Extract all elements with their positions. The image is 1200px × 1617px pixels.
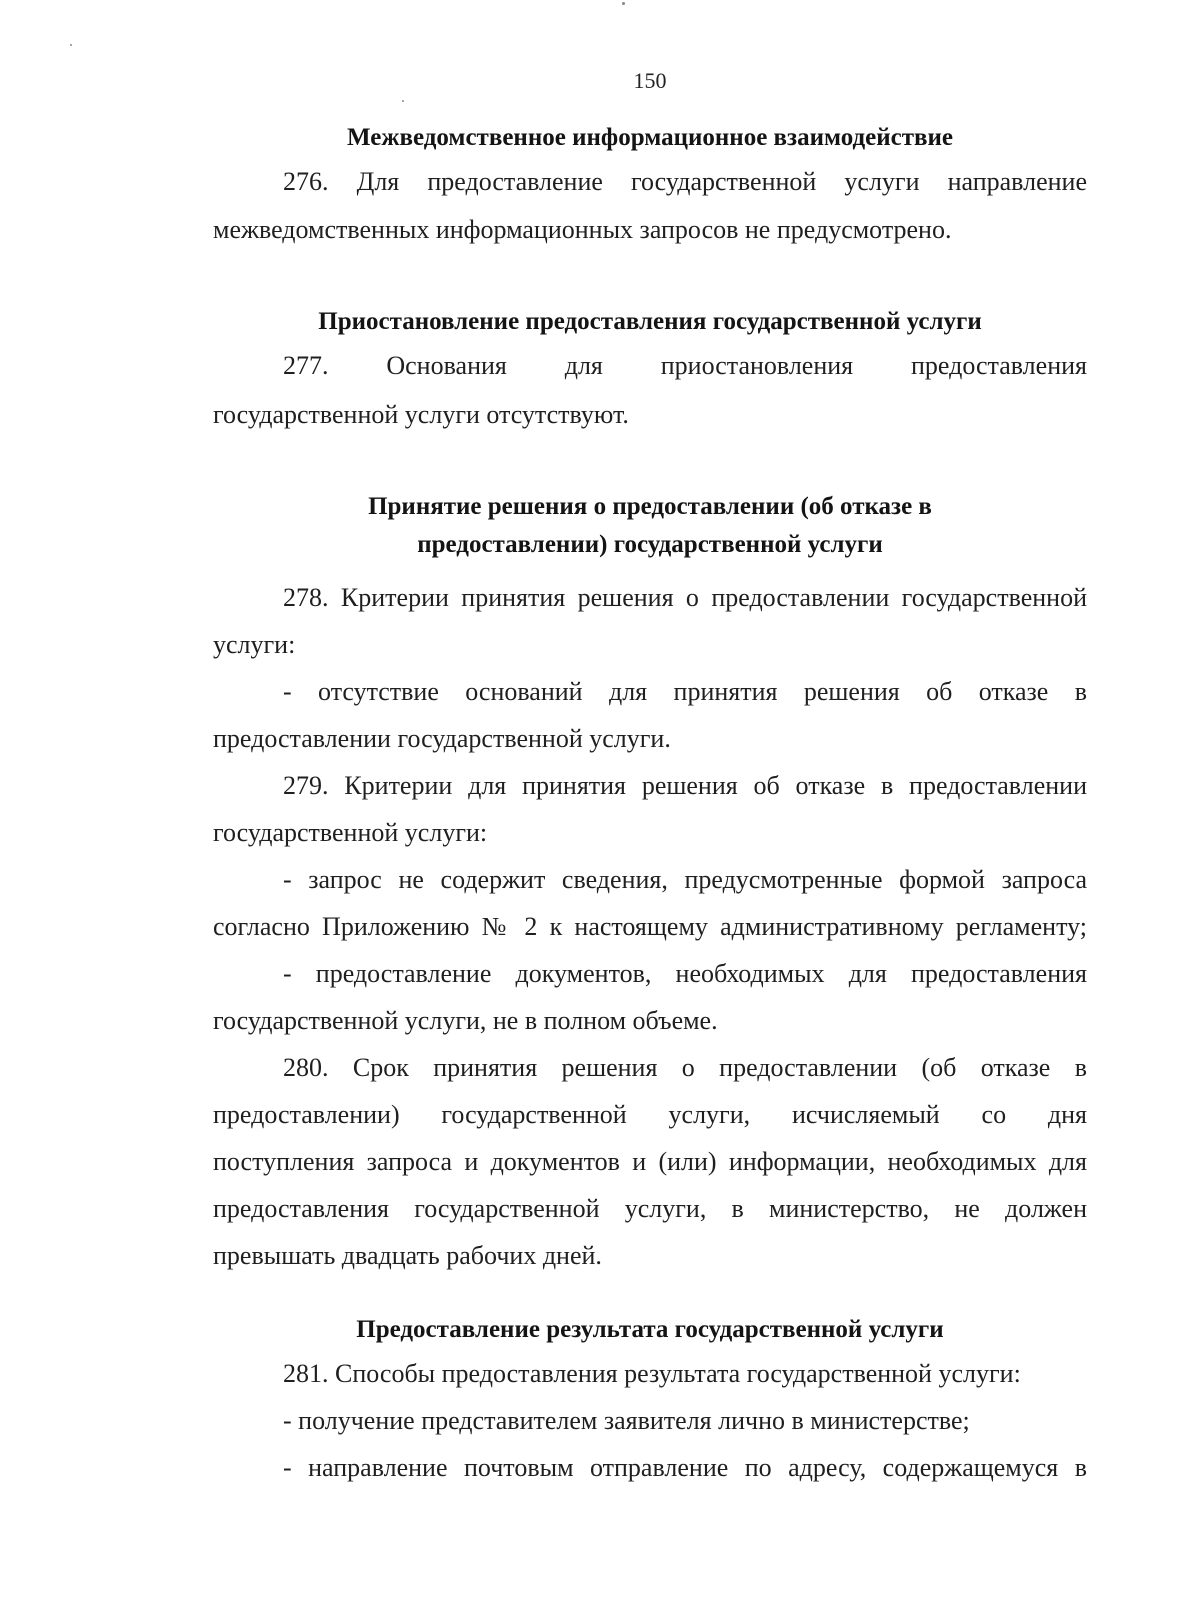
paragraph-276-line-2: межведомственных информационных запросов не предусмотрено.	[213, 215, 952, 244]
paragraph-281-item-2: - направление почтовым отправление по адресу, содержащемуся в	[283, 1453, 1087, 1482]
section-heading-decision	[213, 488, 1087, 564]
scan-speck	[402, 100, 404, 102]
paragraph-280-line-2: предоставлении) государственной услуги, исчисляемый со дня	[213, 1100, 1087, 1129]
paragraph-276-line-1: 276. Для предоставление государственной услуги направление	[283, 167, 1087, 196]
paragraph-279-item-1-line-2: согласно Приложению № 2 к настоящему административному регламенту;	[213, 912, 1087, 941]
paragraph-281-item-1: - получение представителем заявителя лично в министерстве;	[283, 1406, 970, 1435]
paragraph-278-line-1: 278. Критерии принятия решения о предоставлении государственной	[283, 583, 1087, 612]
paragraph-276	[213, 158, 1087, 205]
paragraph-277-word: приостановления	[660, 351, 854, 380]
paragraph-277-word: Основания	[386, 351, 507, 380]
paragraph-278-line-2: услуги:	[213, 630, 296, 659]
scan-speck	[622, 2, 625, 5]
scan-speck	[70, 44, 72, 46]
paragraph-279-line-1: 279. Критерии для принятия решения об отказе в предоставлении	[283, 771, 1087, 800]
paragraph-280-line-1: 280. Срок принятия решения о предоставлении (об отказе в	[283, 1053, 1087, 1082]
paragraph-279-item-2-line-2: государственной услуги, не в полном объеме.	[213, 1006, 718, 1035]
paragraph-280-line-3: поступления запроса и документов и (или) информации, необходимых для	[213, 1147, 1087, 1176]
paragraph-277-line-2: государственной услуги отсутствуют.	[213, 400, 629, 429]
paragraph-280-line-5: превышать двадцать рабочих дней.	[213, 1241, 602, 1270]
section-heading-decision-line-1: Принятие решения о предоставлении (об отказе в	[368, 493, 932, 520]
section-heading-result: Предоставление результата государственной услуги	[356, 1316, 944, 1343]
paragraph-279-item-1-line-1: - запрос не содержит сведения, предусмотренные формой запроса	[283, 865, 1087, 894]
paragraph-278-item-line-2: предоставлении государственной услуги.	[213, 724, 671, 753]
paragraph-280-line-4: предоставления государственной услуги, в министерство, не должен	[213, 1194, 1087, 1223]
paragraph-281-line-1: 281. Способы предоставления результата государственной услуги:	[283, 1359, 1021, 1388]
paragraph-279-line-2: государственной услуги:	[213, 818, 488, 847]
paragraph-276-cont	[213, 206, 1087, 253]
paragraph-277-cont	[213, 391, 1087, 438]
paragraph-277-word: для	[564, 351, 603, 380]
paragraph-278	[213, 574, 1087, 1279]
paragraph-277-word: предоставления	[911, 351, 1087, 380]
section-heading-suspension: Приостановление предоставления государственной услуги	[318, 308, 982, 335]
page-number: 150	[633, 68, 667, 93]
paragraph-277	[213, 342, 1087, 389]
paragraph-277-word: 277.	[283, 351, 329, 380]
paragraph-281	[213, 1350, 1087, 1491]
paragraph-278-item-line-1: - отсутствие оснований для принятия решения об отказе в	[283, 677, 1087, 706]
paragraph-279-item-2-line-1: - предоставление документов, необходимых для предоставления	[283, 959, 1087, 988]
section-heading-interagency: Межведомственное информационное взаимодействие	[347, 124, 953, 151]
section-heading-decision-line-2: предоставлении) государственной услуги	[417, 531, 883, 558]
